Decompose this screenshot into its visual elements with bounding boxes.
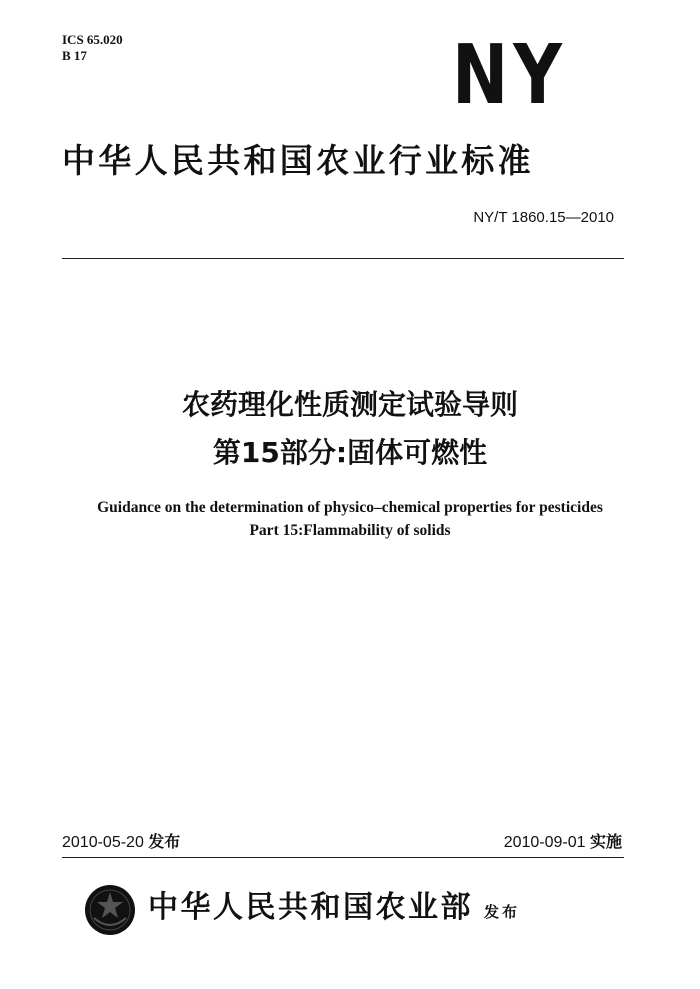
issue-label: 发布 — [148, 834, 181, 851]
issue-date-line — [62, 833, 180, 853]
document-part-title-en: Part 15:Flammability of solids — [249, 522, 451, 539]
ccs-code: B 17 — [62, 48, 87, 63]
standard-category-heading: 中华人民共和国农业行业标准 — [62, 141, 534, 180]
issuing-action-label: 发布 — [484, 903, 521, 921]
document-title-en: Guidance on the determination of physico–chemical properties for pesticides — [97, 499, 603, 516]
ministry-emblem-icon — [84, 884, 136, 936]
bottom-divider — [62, 857, 624, 858]
document-title-cn: 农药理化性质测定试验导则 — [181, 388, 518, 421]
standard-number: NY/T 1860.15—2010 — [473, 209, 614, 226]
document-part-title-cn: 第15部分:固体可燃性 — [212, 436, 488, 469]
ics-code: ICS 65.020 — [62, 32, 123, 47]
issuing-authority: 中华人民共和国农业部 — [148, 890, 473, 925]
implementation-label: 实施 — [589, 834, 622, 851]
implementation-date-line — [504, 833, 622, 853]
ny-logo: NY — [452, 28, 567, 123]
implementation-date: 2010-09-01 — [503, 834, 586, 851]
top-divider — [62, 258, 624, 259]
issue-date: 2010-05-20 — [62, 834, 144, 851]
